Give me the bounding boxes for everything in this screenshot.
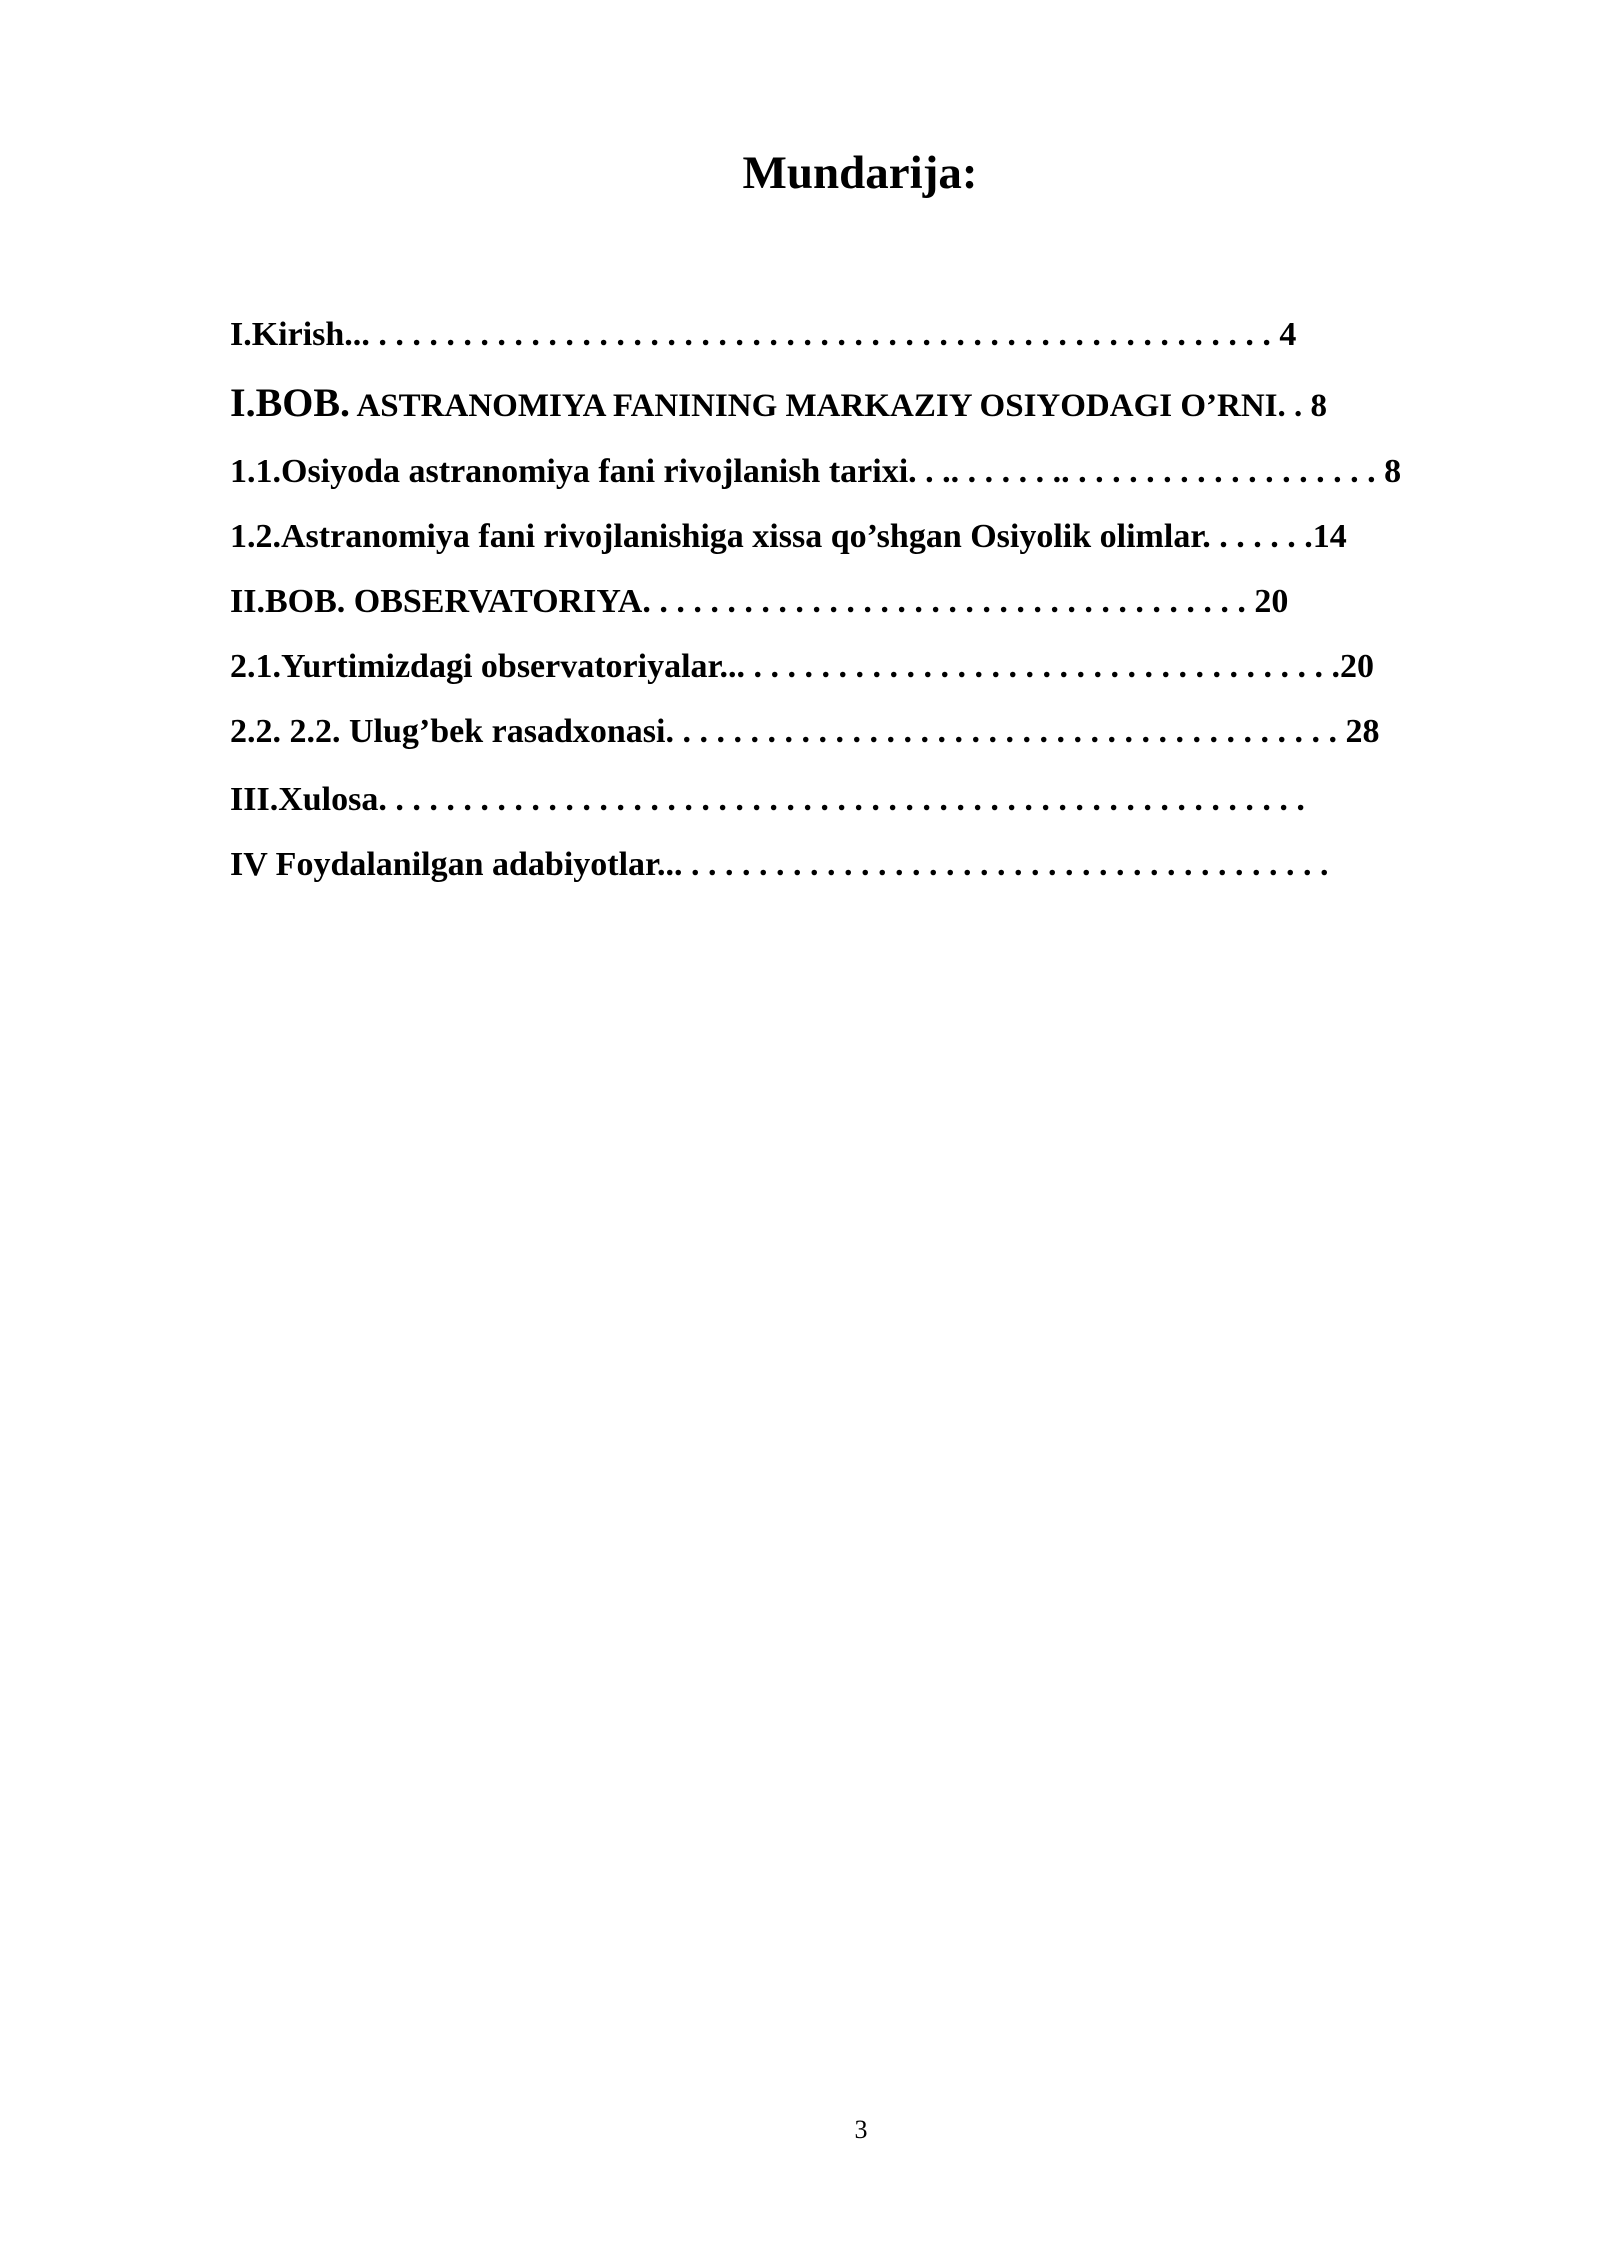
toc-entry-2-2 — [230, 715, 1379, 749]
toc-entry-label: ASTRANOMIYA FANINING MARKAZIY OSIYODAGI O’RNI — [350, 388, 1278, 424]
toc-entry-label: 1.2.Astranomiya fani rivojlanishiga xissa qo’shgan Osiyolik olimlar — [230, 518, 1203, 555]
page-title: Mundarija: — [742, 147, 978, 199]
toc-dot-leader: . . . . . . . . . . . . . . . . . . . . . . . . . . . . . . . . . . . . . . . — [674, 846, 1329, 883]
toc-entry-2-1 — [230, 650, 1374, 684]
toc-dot-leader: . . . . . . . . . . . . . . . . . . . . . . . . . . . . . . . . . . . . . . . . . . . . . . . . . . . . . . — [361, 316, 1271, 353]
toc-page-number: 14 — [1312, 518, 1347, 555]
toc-dot-leader: . . . . . . . . . . . . . . . . . . . . . . . . . . . . . . . . . . . . — [642, 583, 1246, 620]
toc-dot-leader: . . .. . . . . . .. . . . . . . . . . . . . . . . . . . — [908, 453, 1376, 490]
toc-page-number: 8 — [1302, 388, 1327, 424]
toc-page-number: 28 — [1336, 713, 1380, 750]
toc-entry-1-1 — [230, 455, 1401, 489]
toc-page-number: 20 — [1340, 648, 1375, 685]
toc-entry-chapter-1 — [230, 380, 1327, 425]
toc-page-number: 8 — [1375, 453, 1402, 490]
toc-entry-label: IV Foydalanilgan adabiyotlar.. — [230, 846, 675, 883]
toc-entry-1-2 — [230, 520, 1347, 554]
toc-page-number: 20 — [1245, 583, 1289, 620]
toc-entry-adabiyotlar — [230, 848, 1329, 882]
toc-entry-label: 1.1.Osiyoda astranomiya fani rivojlanish tarixi — [230, 453, 909, 490]
toc-dot-leader: . . . . . . . — [1202, 518, 1313, 555]
toc-entry-label: II.BOB. OBSERVATORIYA — [230, 583, 643, 620]
toc-page-number: 4 — [1270, 316, 1297, 353]
toc-chapter-prefix: I.BOB. — [230, 380, 351, 425]
toc-dot-leader: . . — [1277, 388, 1303, 424]
page-number: 3 — [854, 2115, 868, 2144]
toc-entry-label: I.Kirish.. — [230, 316, 362, 353]
toc-entry-label: III.Xulosa — [230, 781, 379, 818]
toc-entry-kirish — [230, 318, 1296, 352]
toc-dot-leader: . . . . . . . . . . . . . . . . . . . . . . . . . . . . . . . . . . . . — [736, 648, 1341, 685]
toc-entry-xulosa — [230, 783, 1305, 817]
toc-entry-label: 2.1.Yurtimizdagi observatoriyalar.. — [230, 648, 737, 685]
toc-dot-leader: . . . . . . . . . . . . . . . . . . . . . . . . . . . . . . . . . . . . . . . . . . . . . . . . . . . . . . . — [378, 781, 1305, 818]
toc-dot-leader: . . . . . . . . . . . . . . . . . . . . . . . . . . . . . . . . . . . . . . . . — [665, 713, 1337, 750]
toc-entry-label: 2.2. 2.2. Ulug’bek rasadxonasi — [230, 713, 666, 750]
toc-entry-chapter-2 — [230, 585, 1288, 619]
